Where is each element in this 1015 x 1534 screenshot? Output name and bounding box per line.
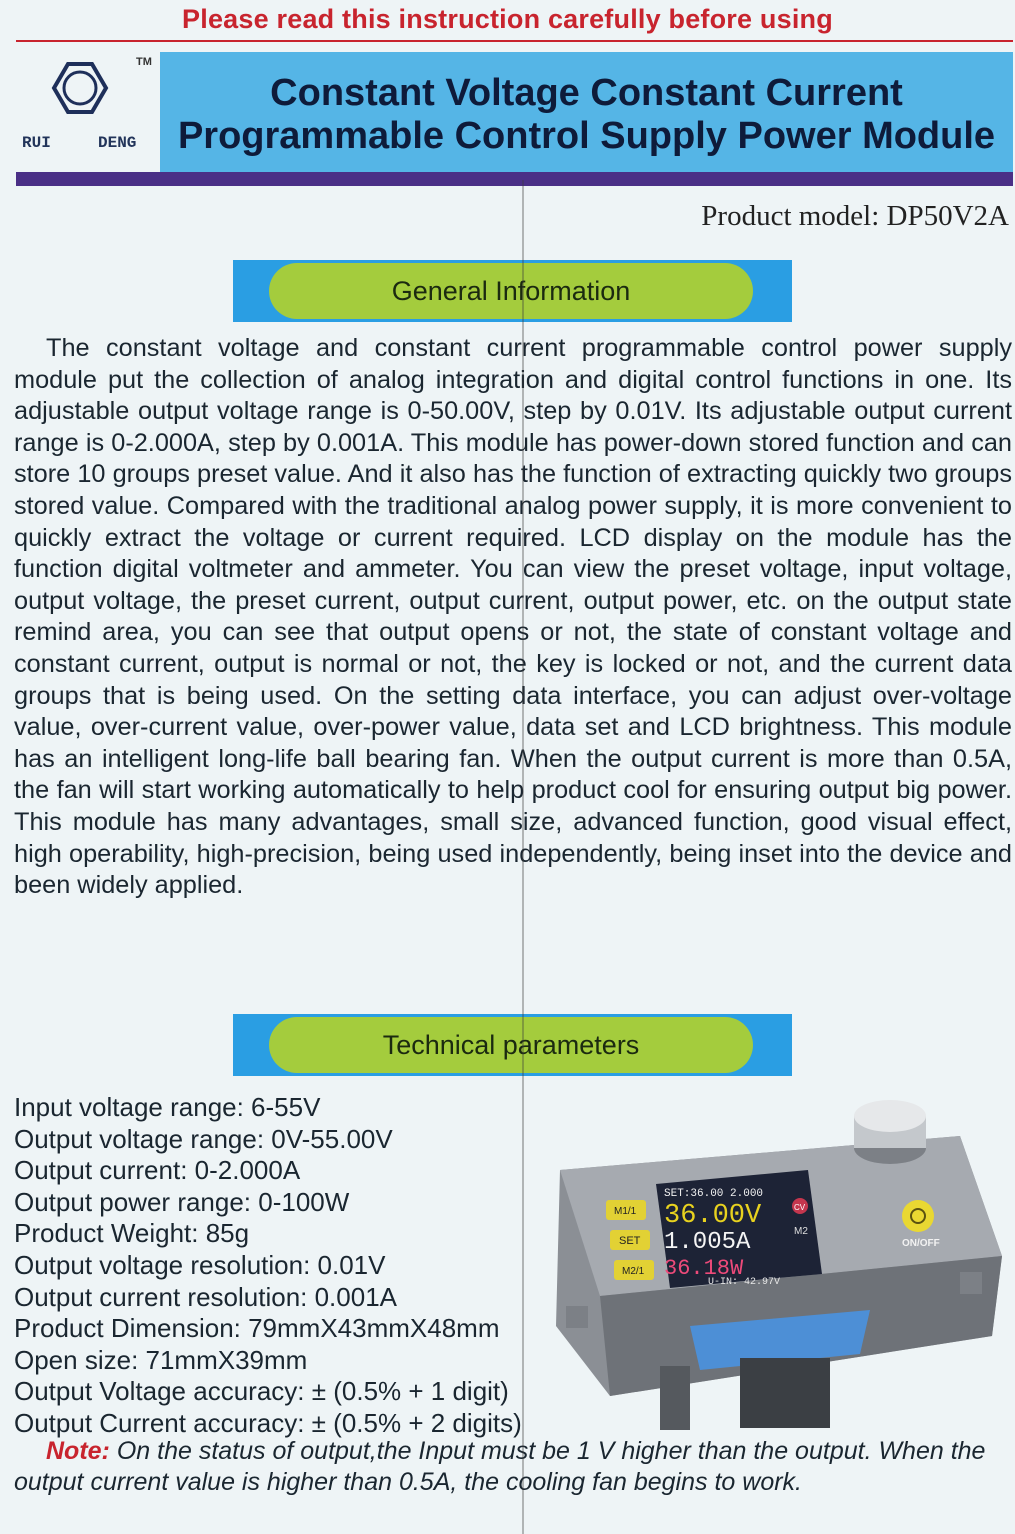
technical-params-label: Technical parameters bbox=[269, 1017, 753, 1073]
note-text: On the status of output,the Input must be 1 V higher than the output. When the output current value is higher than 0.5A, the cooling fan begins to work. bbox=[14, 1437, 986, 1496]
paper-fold-line bbox=[522, 180, 524, 1534]
product-model: Product model: DP50V2A bbox=[701, 200, 1009, 232]
power-button-label: ON/OFF bbox=[902, 1238, 940, 1249]
logo-text-left: RUI bbox=[22, 134, 51, 152]
param-item: Input voltage range: 6-55V bbox=[14, 1092, 321, 1122]
general-info-header bbox=[233, 260, 792, 322]
logo-text-right: DENG bbox=[98, 134, 137, 152]
power-module-photo bbox=[540, 1096, 1010, 1436]
title-line-1: Constant Voltage Constant Current bbox=[270, 72, 903, 114]
header-rule bbox=[16, 40, 1013, 42]
lcd-set-readout: SET:36.00 2.000 bbox=[664, 1188, 764, 1200]
general-info-text bbox=[14, 333, 1012, 902]
set-button-label: SET bbox=[619, 1235, 641, 1247]
power-button[interactable] bbox=[902, 1200, 934, 1232]
m2-button-label: M2/1 bbox=[622, 1266, 645, 1277]
param-item: Output voltage resolution: 0.01V bbox=[14, 1249, 386, 1280]
param-item: Open size: 71mmX39mm bbox=[14, 1344, 308, 1375]
logo-emblem-icon bbox=[18, 52, 158, 172]
param-item: Output current resolution: 0.001A bbox=[14, 1281, 398, 1312]
banner-underline bbox=[16, 172, 1013, 186]
m1-button-label: M1/1 bbox=[614, 1206, 637, 1217]
lcd-m2-label: M2 bbox=[794, 1226, 808, 1237]
trademark-mark: TM bbox=[136, 56, 152, 68]
general-paragraph: The constant voltage and constant current programmable control power supply module put the collection of analog integration and digital control functions in one. Its adjustable output voltage range is 0-50.00V, step by 0.01V. Its adjustable output current range is 0-2.000A, step by 0.001A. This module has power-down stored function and can store 10 groups preset value. And it also has the function of extracting quickly two groups stored value. Compared with the traditional analog power supply, it is more convenient to quickly extract the voltage or current required. LCD display on the module has the function digital voltmeter and ammeter. You can view the preset voltage, input voltage, output voltage, the preset current, output current, output power, etc. on the output state remind area, you can see that output opens or not, the state of constant voltage and constant current, output is normal or not, the key is locked or not, and the current data groups that is being used. On the setting data interface, you can adjust over-voltage value, over-current value, over-power value, data set and LCD brightness. This module has an intelligent long-life ball bearing fan. When the output current is more than 0.5A, the fan will start working automatically to help product cool for ensuring output big power. This module has many advantages, small size, advanced function, good visual effect, high operability, high-precision, being used independently, being inset into the device and been widely applied. bbox=[14, 334, 1012, 900]
param-item: Output Voltage accuracy: ± (0.5% + 1 digit) bbox=[14, 1376, 509, 1407]
note-label: Note: bbox=[46, 1437, 110, 1465]
title-line-2: Programmable Control Supply Power Module bbox=[177, 115, 996, 157]
param-item: Output voltage range: 0V-55.00V bbox=[14, 1123, 393, 1154]
title-banner bbox=[160, 52, 1013, 172]
param-item: Product Weight: 85g bbox=[14, 1218, 250, 1249]
param-item: Output Current accuracy: ± (0.5% + 2 digits) bbox=[14, 1407, 522, 1438]
adjust-knob[interactable] bbox=[854, 1100, 926, 1132]
instruction-notice: Please read this instruction carefully before using bbox=[182, 4, 833, 34]
lcd-voltage-readout: 36.00V bbox=[664, 1201, 762, 1231]
technical-params-header bbox=[233, 1014, 792, 1076]
brand-logo bbox=[18, 52, 158, 172]
param-item: Output power range: 0-100W bbox=[14, 1186, 350, 1217]
param-item: Product Dimension: 79mmX43mmX48mm bbox=[14, 1313, 500, 1344]
param-item: Output current: 0-2.000A bbox=[14, 1155, 301, 1186]
lcd-cv-label: CV bbox=[794, 1203, 806, 1212]
note-block bbox=[14, 1436, 1012, 1498]
lcd-power-readout: 36.18W bbox=[664, 1256, 744, 1281]
lcd-current-readout: 1.005A bbox=[664, 1229, 751, 1256]
general-info-label: General Information bbox=[269, 263, 753, 319]
lcd-input-readout: U-IN: 42.97V bbox=[708, 1277, 781, 1288]
